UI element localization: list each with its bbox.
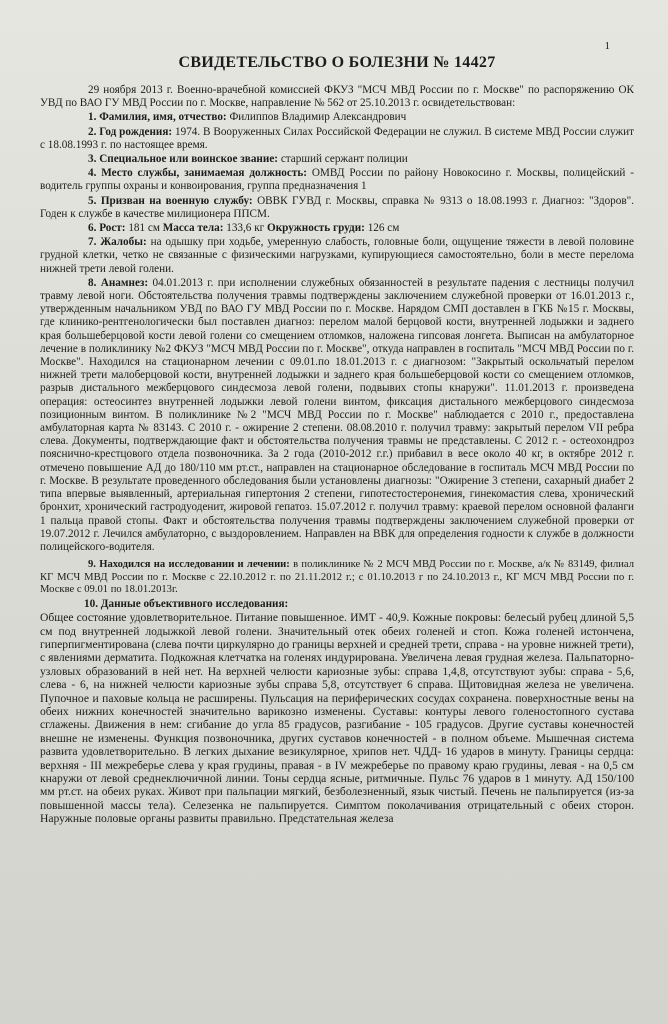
section-label: 6. Рост: — [88, 222, 126, 235]
page-number: 1 — [604, 40, 610, 52]
section-label: 2. Год рождения: — [88, 125, 173, 138]
section-label: 3. Специальное или воинское звание: — [88, 153, 279, 166]
section-text: 181 см — [125, 222, 163, 235]
section-label: 4. Место службы, занимаемая должность: — [88, 167, 307, 180]
section-label-chest: Окружность груди: — [267, 222, 365, 235]
section-workplace — [40, 167, 634, 193]
section-label: 10. Данные объективного исследования: — [84, 597, 289, 610]
section-anthropometry — [40, 222, 634, 235]
section-birth-year — [40, 126, 634, 152]
intro-paragraph: 29 ноября 2013 г. Военно-врачебной комиссией ФКУЗ "МСЧ МВД России по г. Москве" по распоряжению ОК УВД по ВАО ГУ МВД России по г. Москве, направление № 562 от 25.10.2013 г. освидетельствован: — [40, 84, 634, 110]
section-complaints — [40, 236, 634, 276]
section-text-chest: 126 см — [364, 222, 400, 235]
section-text: ОВВК ГУВД г. Москвы, справка № 9313 о 18.08.1993 г. Диагноз: "Здоров". Годен к службе в качестве милиционера ППСМ. — [40, 194, 634, 220]
section-label-weight: Масса тела: — [162, 222, 224, 235]
section-text: старший сержант полиции — [278, 153, 408, 166]
section-objective-text: Общее состояние удовлетворительное. Питание повышенное. ИМТ - 40,9. Кожные покровы: белесый рубец длиной 5,5 см под внутренней лодыжкой левой голени. Значительный отек обеих голеней и стоп. Кожа голеней истончена, гиперпигментирована (слева почти циркулярно до границы верхней и средней трети, справа - на уровне нижней трети), с явлениями дерматита. Подкожная клетчатка на голенях индурирована. Увеличена левая грудная железа. Пальпаторно-узловых образований в ней нет. На верхней челюсти кариозные зубы: справа 1,4,8, отсутствуют зубы: справа - 5,6, слева - 6, на нижней челюсти кариозные зубы справа 5,8, отсутствует 6 справа. Щитовидная железа не увеличена. Пупочное и паховые кольца не расширены. Пульсация на периферических сосудах сохранена. поверхностные вены на обеих нижних конечностей значительно варикозно изменены. Суставы: контуры левого голеностопного сустава сглажены. Движения в нем: сгибание до угла 85 градусов, разгибание - 105 градусов. Другие суставы конечностей внешне не изменены. Функция позвоночника, других суставов конечностей - в полном объеме. Мышечная система развита удовлетворительно. В легких дыхание везикулярное, хрипов нет. ЧДД- 16 ударов в минуту. Границы сердца: верхняя - III межреберье слева у края грудины, правая - в IV межреберье по правому краю грудины, левая - на 0,5 см кнаружи от левой среднеключичной линии. Тоны сердца ясные, ритмичные. Пульс 76 ударов в 1 минуту. АД 150/100 мм рт.ст. на обеих руках. Живот при пальпации мягкий, безболезненный, язык чистый. Печень не пальпируется (из-за повышенной массы тела). Селезенка не пальпируется. Симптом поколачивания отрицательный с обеих сторон. Наружные половые органы развиты правильно. Предстательная железа — [40, 611, 634, 826]
section-label: 5. Призван на военную службу: — [88, 194, 253, 207]
section-objective-title-row — [40, 598, 634, 611]
section-fio — [40, 111, 634, 124]
section-treatment — [40, 559, 634, 597]
section-text: в поликлинике № 2 МСЧ МВД России по г. Москве, а/к № 83149, филиал КГ МСЧ МВД России по г. Москве с 22.10.2012 г. по 21.11.2012 г.; с 01.10.2013 г по 24.10.2013 г., КГ МСЧ МВД России по г. Москве с 09.01 по 18.01.2013г. — [40, 559, 634, 596]
section-label: 8. Анамнез: — [88, 276, 149, 289]
section-rank — [40, 153, 634, 166]
section-anamnesis — [40, 277, 634, 554]
document-title: СВИДЕТЕЛЬСТВО О БОЛЕЗНИ № 14427 — [178, 54, 496, 71]
section-label: 9. Находился на исследовании и лечении: — [88, 559, 290, 571]
section-text: 04.01.2013 г. при исполнении служебных обязанностей в результате падения с лестницы получил травму левой ноги. Обстоятельства получения травмы подтверждены заключением служебной проверки от 16.01.2013 г., утвержденным начальником УВД по ВАО ГУ МВД России по г. Москве. Нарядом СМП доставлен в ГКБ №15 г. Москвы, где клинико-рентгенологически был поставлен диагноз: перелом малой берцовой кости, внутренней лодыжки и заднего края большеберцовой кости левой голени со смещением отломков, наложена гипсовая лонгета. Выписан на амбулаторное лечение в поликлинику №2 ФКУЗ "МСЧ МВД России по г. Москве", откуда направлен в госпиталь "МСЧ МВД России по г. Москве". Находился на стационарном лечении с 09.01.по 18.01.2013 г. с диагнозом: "Закрытый оскольчатый перелом нижней трети малоберцовой кости, внутренней лодыжки и заднего края большеберцовой кости со смещением отломков, разрыв дистального межберцового синдесмоза левой голени, подвывих стопы кнаружи". 11.01.2013 г. произведена операция: остеосинтез внутренней лодыжки левой голени винтом, фиксация дистального межберцового синдесмоза позиционным винтом. В поликлинике №2 "МСЧ МВД России по г. Москве" наблюдается с 2010 г., предоставлена амбулаторная карта № 83143. С 2010 г. - ожирение 2 степени. 08.08.2010 г. получил травму: закрытый перелом VII ребра слева. Документы, подтверждающие факт и обстоятельства получения травмы не представлены. С 2012 г. - остеохондроз пояснично-крестцового отдела позвоночника. За 2 года (2010-2012 г.г.) прибавил в весе около 40 кг, в октябре 2012 г. отмечено повышение АД до 180/110 мм рт.ст., направлен на стационарное обследование в госпиталь МСЧ МВД России по г. Москве. В результате проведенного обследования были установлены диагнозы: "Ожирение 3 степени, сахарный диабет 2 типа впервые выявленный, артериальная гипертония 2 степени, гипотестостеронемия, гинекомастия слева, хронический бронхит, хронический гастродуоденит, жировой гепатоз. 15.07.2012 г. получил травму: краевой перелом основной фаланги 1 пальца правой стопы. Факт и обстоятельства получения травмы подтверждены заключением служебной проверки от 19.07.2012 г. Лечился амбулаторно, с выздоровлением. Направлен на ВВК для определения годности к службе в должности полицейского-водителя. — [40, 276, 634, 553]
section-text: Филиппов Владимир Александрович — [226, 111, 407, 124]
section-text: на одышку при ходьбе, умеренную слабость, головные боли, ощущение тяжести в левой половине грудной клетки, четко не связанные с физическими нагрузками, купирующиеся самостоятельно, боли в месте перелома нижней трети левой голени. — [40, 236, 634, 275]
section-text-weight: 133,6 кг — [223, 222, 268, 235]
section-text: 1974. В Вооруженных Силах Российской Федерации не служил. В системе МВД России служит с 18.08.1993 г. по настоящее время. — [40, 125, 634, 151]
section-label: 1. Фамилия, имя, отчество: — [88, 111, 227, 124]
section-label: 7. Жалобы: — [88, 236, 147, 249]
section-conscription — [40, 195, 634, 221]
section-text: ОМВД России по району Новокосино г. Москвы, полицейский - водитель группы охраны и конвоирования, группа предназначения 1 — [40, 167, 634, 193]
